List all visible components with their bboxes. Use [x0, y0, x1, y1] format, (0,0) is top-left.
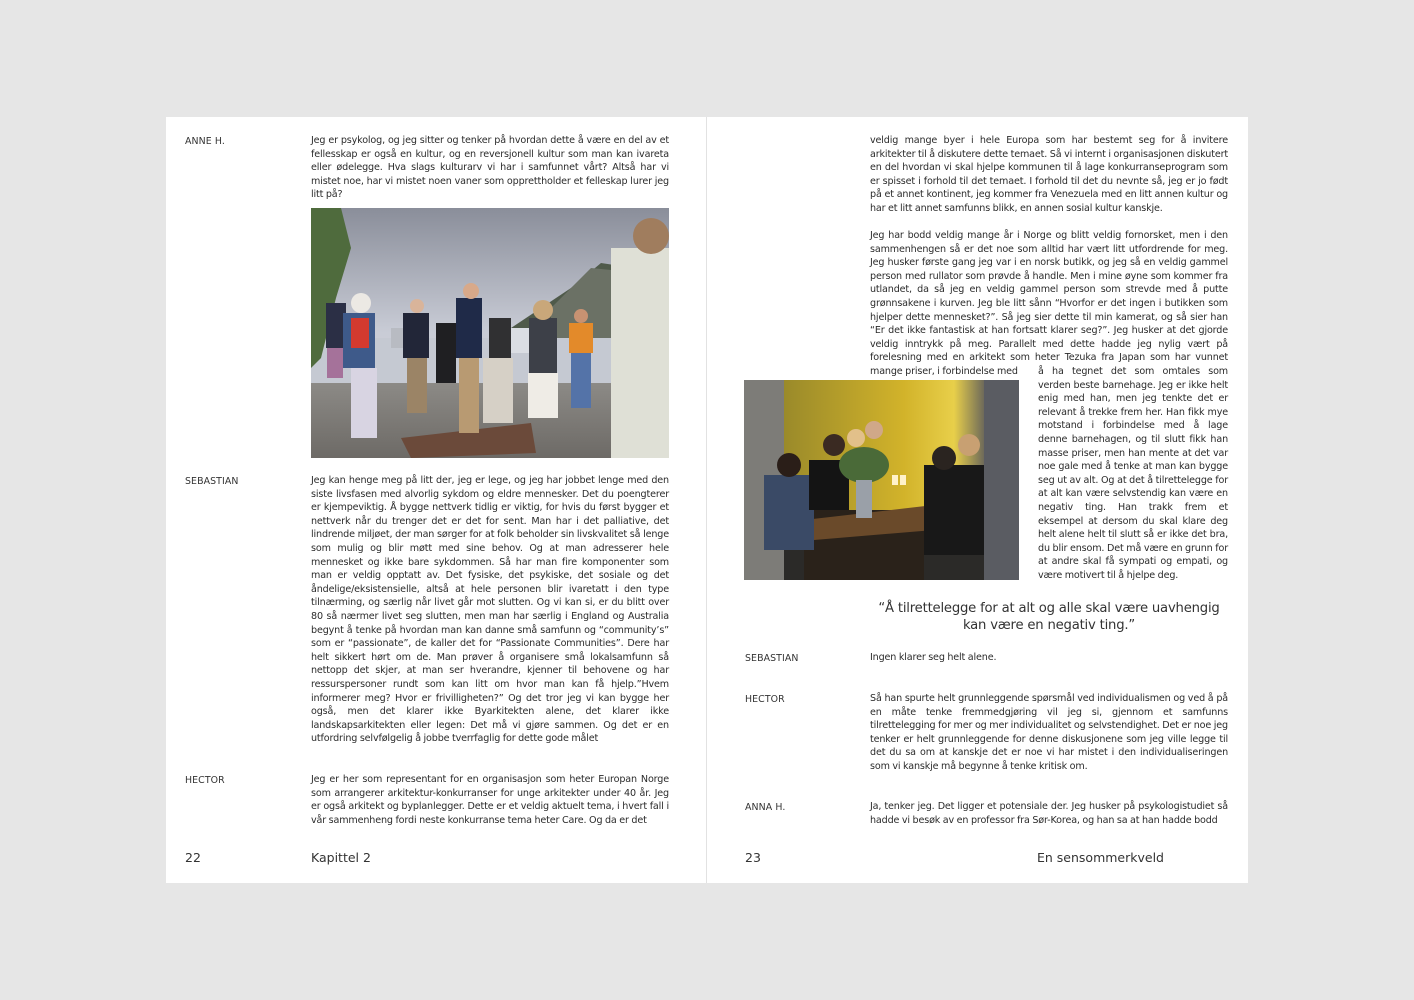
dinner-table-photo: [744, 380, 1019, 580]
pull-quote: “Å tilrettelegge for at alt og alle skal være uavhengig kan være en negativ ting.”: [878, 601, 1220, 633]
page-number: 22: [185, 850, 201, 865]
dialogue-paragraph: å ha tegnet det som omtales som verden beste barnehage. Jeg er ikke helt enig med han, men jeg tenkte det er relevant å trekke frem her. Han fikk mye motstand i forbindelse med å lage denne barnehagen, og til slutt fikk han masse priser, men han mente at det var noe gale med å tenke at man kan bygge seg ut av alt. Og at det å tilrettelegge for at alt kan være selvstendig kan være en negativ ting. Han trakk frem et eksempel at dersom du skal klare deg helt alene helt til slutt så er ikke det bra, du blir ensom. Det må være en grunn for at andre skal få sympati og empati, og være motivert til å hjelpe deg.: [1038, 366, 1228, 581]
dialogue-paragraph: Ingen klarer seg helt alene.: [870, 652, 997, 663]
speaker-label: ANNA H.: [745, 802, 786, 813]
dialogue-paragraph: Så han spurte helt grunnleggende spørsmål ved individualismen og ved å på en måte tenke fremmedgjøring vil jeg si, gjennom et samfunns tilrettelegging for mer og mer individualitet og selvstendighet. Det er noe jeg tenker er helt grunnleggende for denne diskusjonene som jeg ville legge til det du sa om at kanskje det er noe vi har mistet i den individualiseringen som vi kanskje må begynne å tenke kritisk om.: [870, 693, 1228, 772]
photo-image: [744, 380, 1019, 580]
dialogue-paragraph: Ja, tenker jeg. Det ligger et potensiale der. Jeg husker på psykologistudiet så hadde vi besøk av en professor fra Sør-Korea, og han sa at han hadde bodd: [870, 801, 1228, 826]
left-page: [166, 117, 706, 883]
dialogue-paragraph: Jeg har bodd veldig mange år i Norge og blitt veldig fornorsket, men i den sammenhengen så er det noe som alltid har vært litt utfordrende for meg. Jeg husker første gang jeg var i en norsk butikk, og jeg så en veldig gammel person med rullator som prøvde å handle. Men i mine øyne som kommer fra utlandet, da så jeg en veldig gammel person som strevde med å putte grønnsakene i kurven. Jeg ble litt sånn “Hvorfor er det ingen i butikken som hjelper dette mennesket?”. Så jeg sier dette til min kamerat, og så sier han “Er det ikke fantastisk at han fortsatt klarer seg?”. Jeg husker at det gjorde veldig inntrykk på meg. Parallelt med dette hadde jeg nylig vært på forelesning med en arkitekt som heter Tezuka fra Japan som har vunnet mange priser, i forbindelse med: [870, 230, 1228, 377]
dialogue-paragraph: Jeg kan henge meg på litt der, jeg er lege, og jeg har jobbet lenge med den siste livsfasen med alvorlig sykdom og eldre mennesker. Det du poengterer er kjempeviktig. Å bygge nettverk tidlig er viktig, for hvis du først bygger et nettverk når du trenger det er det for sent. Man har i det palliative, det lindrende miljøet, der man sørger for at folk beholder sin livskvalitet så lenge som mulig og blir møtt med sine behov. Og at man adresserer hele mennesket og ikke bare sykdommen. Så har man fire komponenter som man er veldig opptatt av. Det fysiske, det psykiske, det sosiale og det åndelige/eksistensielle, altså at hele personen blir ivaretatt i den type tilnærming, og særlig når livet går mot slutten. Og vi kan si, er du blitt over 80 så nærmer livet seg slutten, men man har særlig i England og Australia begynt å tenke på hvordan man kan danne små samfunn og “community’s” som er “passionate”, de kaller det for “Passionate Communities”. Dere har helt sikkert hørt om de. Man prøver å organisere små lokalsamfunn så nettopp det skjer, at man ser hverandre, kjenner til behovene og har ressurspersoner rundt som kan litt om hvor man kan få hjelp.”Hvem informerer meg? Hvor er frivilligheten?” Og det tror jeg vi kan bygge her også, men det klarer ikke Byarkitekten alene, det klarer ikke landskapsarkitekten eller legen: Det må vi gjøre sammen. Og det er en utfordring selvfølgelig å jobbe tverrfaglig for dette gode målet: [311, 475, 669, 745]
photo-image: [311, 208, 669, 458]
speaker-label: HECTOR: [745, 694, 785, 705]
dialogue-paragraph: Jeg er psykolog, og jeg sitter og tenker på hvordan dette å være en del av et fellesskap er også en kultur, og en reversjonell kultur som man kan ivareta eller ødelegge. Hva slags kulturarv vi har i samfunnet vårt? Altså har vi mistet noe, har vi mistet noen vaner som opprettholder et felleskap lurer jeg litt på?: [311, 135, 669, 201]
outdoor-group-photo: [311, 208, 669, 458]
dialogue-paragraph: Jeg er her som representant for en organisasjon som heter Europan Norge som arrangerer arkitektur-konkurranser for unge arkitekter under 40 år. Jeg er også arkitekt og byplanlegger. Dette er et veldig aktuelt tema, i hvert fall i vår sammenheng fordi neste konkurranse tema heter Care. Og da er det: [311, 774, 669, 826]
book-spread: [166, 117, 1248, 883]
speaker-label: ANNE H.: [185, 136, 225, 147]
speaker-label: SEBASTIAN: [745, 653, 799, 664]
running-title: En sensommerkveld: [1037, 850, 1164, 865]
speaker-label: HECTOR: [185, 775, 225, 786]
speaker-label: SEBASTIAN: [185, 476, 239, 487]
right-page: [707, 117, 1248, 883]
running-title: Kapittel 2: [311, 850, 371, 865]
page-number: 23: [745, 850, 761, 865]
dialogue-paragraph: veldig mange byer i hele Europa som har bestemt seg for å invitere arkitekter til å diskutere dette temaet. Så vi internt i organisasjonen diskutert en del hvordan vi skal hjelpe kommunen til å lage konkurranseprogram som er spisset i forhold til det temaet. I forhold til det du nevnte så, jeg er jo født på et annet kontinent, jeg kommer fra Venezuela med en litt annen kultur og har et litt annet samfunns blikk, en annen sosial kultur kanskje.: [870, 135, 1228, 214]
